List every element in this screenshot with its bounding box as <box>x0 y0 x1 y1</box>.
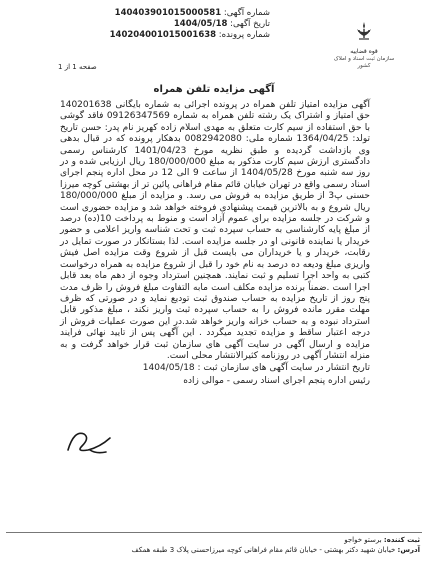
org-name-judiciary: قوه قضاییه <box>350 48 378 55</box>
registrar-name: برستو خواجو <box>344 536 382 544</box>
org-name-registration: سازمان ثبت اسناد و املاک کشور <box>333 56 395 69</box>
notice-title: آگهی مزایده تلفن همراه <box>153 84 275 95</box>
case-number-label: شماره پرونده: <box>218 30 270 40</box>
registrar-label: ثبت کننده: <box>383 536 420 544</box>
publish-date-line: تاریخ انتشار در سایت آگهی های سازمان ثبت : 1404/05/18 <box>142 363 370 374</box>
notice-paragraph: آگهی مزایده امتیاز تلفن همراه در پرونده اجرائی به شماره بایگانی 140201638 حق امتیاز و اشتراک یک رشته تلفن همراه به شماره 09126347569 فاقد گوشی با حق استفاده از سیم کارت متعلق به مهدی اسلام زاده کهریز نام پدر: حسن تاریخ تولد: 1364/04/25 شماره ملی: 0082942080 بدهکار پرونده که در قبال بدهی وی بازداشت گردیده و طبق نظریه مورخ 1401/04/23 کارشناس رسمی دادگستری ارزش سیم کارت مذکور به مبلغ 180/000/000 ریال ارزیابی شده و در روز سه شنبه مورخ 1404/05/28 از ساعت 9 الی 12 در محل اداره پنجم اجرای اسناد رسمی واقع در تهران خیابان قائم مقام فراهانی پائین تر از بهشتی کوچه میرزا حسنی پ3 از طریق مزایده به فروش می رسد. و مزایده از مبلغ 180/000/000 ریال شروع و به بالاترین قیمت پیشنهادی فروخته خواهد شد و مزایده حضوری است و شرکت در جلسه مزایده برای عموم آزاد است و منوط به پرداخت 10(ده) درصد از مبلغ پایه کارشناسی به حساب سپرده ثبت و تحت شناسه واریز اعلامی و حضور خریدار یا نماینده قانونی او در جلسه مزایده است. لذا بستانکار در صورت تمایل در رقابت، خریدار و یا خریداران می بایست قبل از شروع وقت مزایده اصل فیش واریزی مبلغ ودیعه ده درصد به نام خود را قبل از شروع مزایده به همراه درخواست کتبی به واحد اجرا تسلیم و ثبت نمایند. همچنین استرداد وجوه از دهم ماه بعد قابل اجرا است .ضمناً برنده مزایده مکلف است مابه التفاوت مبلغ فروش را ظرف مدت پنج روز از تاریخ مزایده به حساب صندوق ثبت توديع نمايد و در صورتی که ظرف مهلت مقرر مانده فروش را به حساب سپرده ثبت واریز نکند ، مبلغ مذکور قابل استرداد نبوده و به حساب خزانه واریز خواهد شد.در این صورت عملیات فروش از درجه اعتبار ساقط و مزایده تجدید میگردد . این آگهی پس از تایید نهائی فرایند مزایده و ارسال آگهی در سایت آگهی های سازمان ثبت قرار خواهد گرفت و به منزله انتشار آگهی در روزنامه کثیرالانتشار محلی است. <box>60 100 371 361</box>
notice-number: 140403901015000581 <box>114 8 222 18</box>
notice-number-row <box>70 8 270 19</box>
case-number: 140204001015001638 <box>109 30 217 40</box>
notice-number-label: شماره آگهی: <box>223 8 270 18</box>
handwritten-signature <box>60 420 120 462</box>
notice-date-label: تاریخ آگهی: <box>230 19 270 29</box>
registrar-row <box>8 536 420 546</box>
notice-meta <box>70 8 270 41</box>
notice-footer <box>8 536 420 555</box>
address-label: آدرس: <box>397 545 420 554</box>
footer-divider <box>6 532 422 533</box>
address-text: خیابان شهید دکتر بهشتی - خیابان قائم مقام فراهانی کوچه میرزاحسنی پلاک 3 طبقه همکف <box>131 545 396 554</box>
notice-date-row <box>70 19 270 30</box>
notice-body <box>60 100 370 388</box>
notice-date: 1404/05/18 <box>173 19 228 29</box>
case-number-row <box>70 30 270 41</box>
organization-logo <box>328 20 400 70</box>
signer-line: رئیس اداره پنجم اجرای اسناد رسمی - موالی زاده <box>183 375 370 386</box>
address-row <box>8 546 420 556</box>
page-number: صفحه 1 از 1 <box>58 63 97 71</box>
judiciary-emblem-icon <box>353 20 375 42</box>
